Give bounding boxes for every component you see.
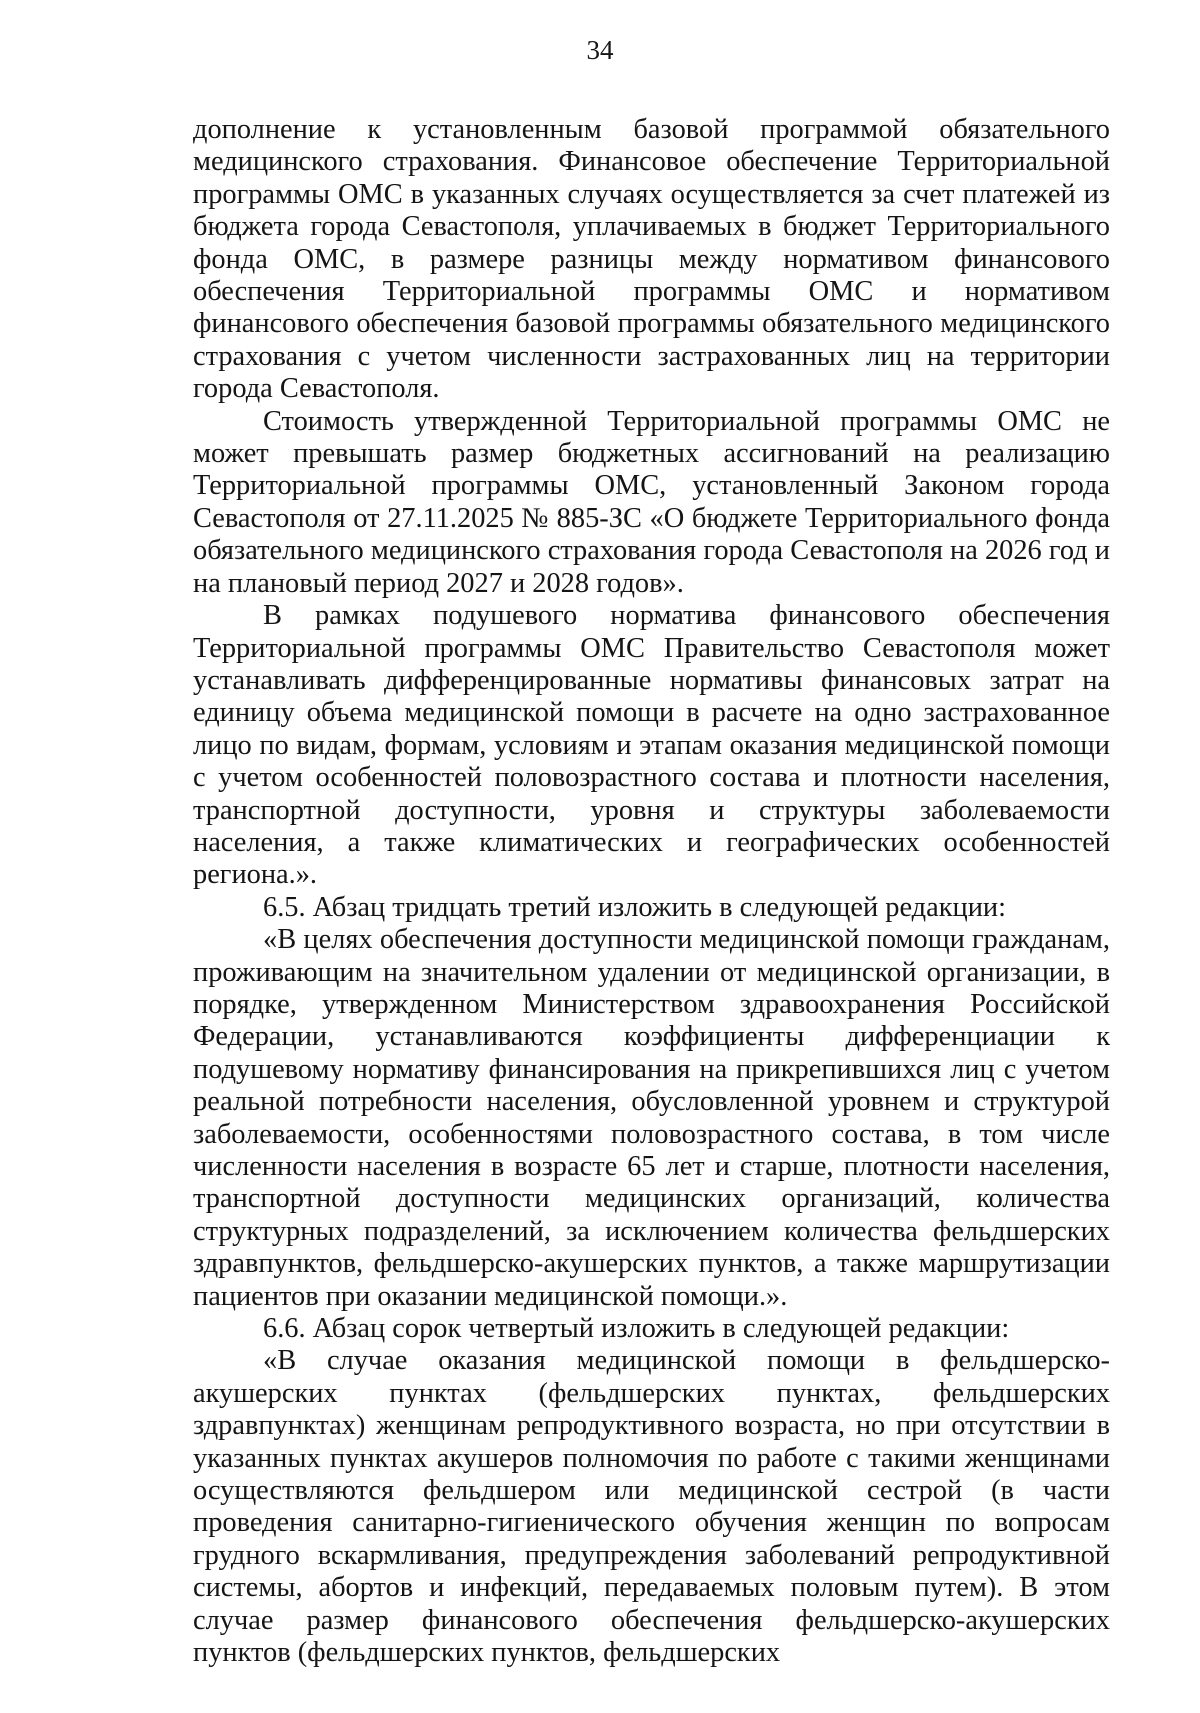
paragraph-cost-limit: Стоимость утвержденной Территориальной программы ОМС не может превышать размер бюджетных ассигнований на реализацию Территориальной программы ОМС, установленный Законом города Севастополя от 27.11.2025 № 885-ЗС «О бюджете Территориального фонда обязательного медицинского страхования города Севастополя на 2026 год и на плановый период 2027 и 2028 годов». bbox=[193, 405, 1110, 599]
paragraph-continuation: дополнение к установленным базовой программой обязательного медицинского страхования. Финансовое обеспечение Территориальной программы ОМС в указанных случаях осуществляется за счет платежей из бюджета города Севастополя, уплачиваемых в бюджет Территориального фонда ОМС, в размере разницы между нормативом финансового обеспечения Территориальной программы ОМС и нормативом финансового обеспечения базовой программы обязательного медицинского страхования с учетом численности застрахованных лиц на территории города Севастополя. bbox=[193, 114, 1110, 405]
clause-6-5: 6.5. Абзац тридцать третий изложить в следующей редакции: bbox=[263, 891, 1006, 923]
page-number: 34 bbox=[586, 35, 614, 65]
document-body bbox=[193, 114, 1110, 1670]
paragraph-feldsher-points: «В случае оказания медицинской помощи в фельдшерско-акушерских пунктах (фельдшерских пунктах, фельдшерских здравпунктах) женщинам репродуктивного возраста, но при отсутствии в указанных пунктах акушеров полномочия по работе с такими женщинами осуществляются фельдшером или медицинской сестрой (в части проведения санитарно-гигиенического обучения женщин по вопросам грудного вскармливания, предупреждения заболеваний репродуктивной системы, абортов и инфекций, передаваемых половым путем). В этом случае размер финансового обеспечения фельдшерско-акушерских пунктов (фельдшерских пунктов, фельдшерских bbox=[193, 1345, 1110, 1669]
paragraph-coefficients: «В целях обеспечения доступности медицинской помощи гражданам, проживающим на значительном удалении от медицинской организации, в порядке, утвержденном Министерством здравоохранения Российской Федерации, устанавливаются коэффициенты дифференциации к подушевому нормативу финансирования на прикрепившихся лиц с учетом реальной потребности населения, обусловленной уровнем и структурой заболеваемости, особенностями половозрастного состава, в том числе численности населения в возрасте 65 лет и старше, плотности населения, транспортной доступности медицинских организаций, количества структурных подразделений, за исключением количества фельдшерских здравпунктов, фельдшерско-акушерских пунктов, а также маршрутизации пациентов при оказании медицинской помощи.». bbox=[193, 924, 1110, 1312]
clause-6-6: 6.6. Абзац сорок четвертый изложить в следующей редакции: bbox=[263, 1313, 1010, 1345]
paragraph-differentiated-norms: В рамках подушевого норматива финансового обеспечения Территориальной программы ОМС Правительство Севастополя может устанавливать дифференцированные нормативы финансовых затрат на единицу объема медицинской помощи в расчете на одно застрахованное лицо по видам, формам, условиям и этапам оказания медицинской помощи с учетом особенностей половозрастного состава и плотности населения, транспортной доступности, уровня и структуры заболеваемости населения, а также климатических и географических особенностей региона.». bbox=[193, 600, 1110, 891]
